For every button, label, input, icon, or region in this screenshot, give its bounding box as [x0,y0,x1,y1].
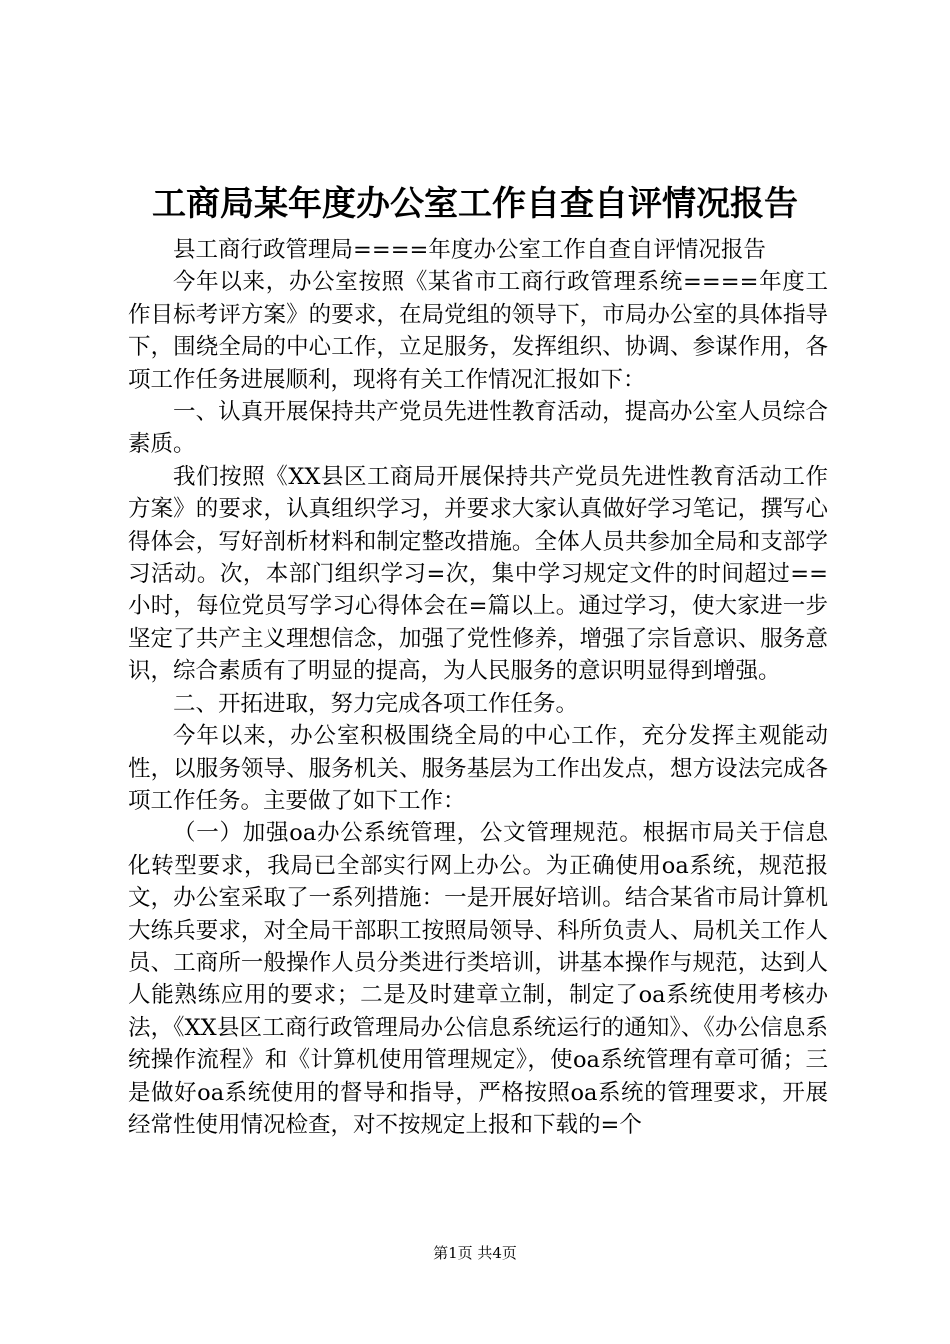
paragraph-intro: 今年以来，办公室按照《某省市工商行政管理系统====年度工作目标考评方案》的要求，在局党组的领导下，市局办公室的具体指导下，围绕全局的中心工作，立足服务，发挥组织、协调、参谋作用，各项工作任务进展顺利，现将有关工作情况汇报如下： [128,269,828,393]
section-heading-1: 一、认真开展保持共产党员先进性教育活动，提高办公室人员综合素质。 [128,399,828,458]
paragraph-section-2: 今年以来，办公室积极围绕全局的中心工作，充分发挥主观能动性，以服务领导、服务机关、服务基层为工作出发点，想方设法完成各项工作任务。主要做了如下工作： [128,723,828,814]
section-heading-2: 二、开拓进取，努力完成各项工作任务。 [173,690,579,717]
document-body [128,234,828,1141]
paragraph-section-1: 我们按照《XX县区工商局开展保持共产党员先进性教育活动工作方案》的要求，认真组织学习，并要求大家认真做好学习笔记，撰写心得体会，写好剖析材料和制定整改措施。全体人员共参加全局和支部学习活动。次，本部门组织学习=次，集中学习规定文件的时间超过==小时，每位党员写学习心得体会在=篇以上。通过学习，使大家进一步坚定了共产主义理想信念，加强了党性修养，增强了宗旨意识、服务意识，综合素质有了明显的提高，为人民服务的意识明显得到增强。 [128,463,828,685]
paragraph-subtitle: 县工商行政管理局====年度办公室工作自查自评情况报告 [173,237,766,263]
document-title: 工商局某年度办公室工作自查自评情况报告 [152,184,798,224]
paragraph-oa-system: （一）加强oa办公系统管理，公文管理规范。根据市局关于信息化转型要求，我局已全部实行网上办公。为正确使用oa系统，规范报文，办公室采取了一系列措施：一是开展好培训。结合某省市局计算机大练兵要求，对全局干部职工按照局领导、科所负责人、局机关工作人员、工商所一般操作人员分类进行类培训，讲基本操作与规范，达到人人能熟练应用的要求；二是及时建章立制，制定了oa系统使用考核办法，《XX县区工商行政管理局办公信息系统运行的通知》、《办公信息系统操作流程》和《计算机使用管理规定》，使oa系统管理有章可循；三是做好oa系统使用的督导和指导，严格按照oa系统的管理要求，开展经常性使用情况检查，对不按规定上报和下载的=个 [128,820,828,1138]
page-number-footer: 第1页 共4页 [433,1244,517,1262]
